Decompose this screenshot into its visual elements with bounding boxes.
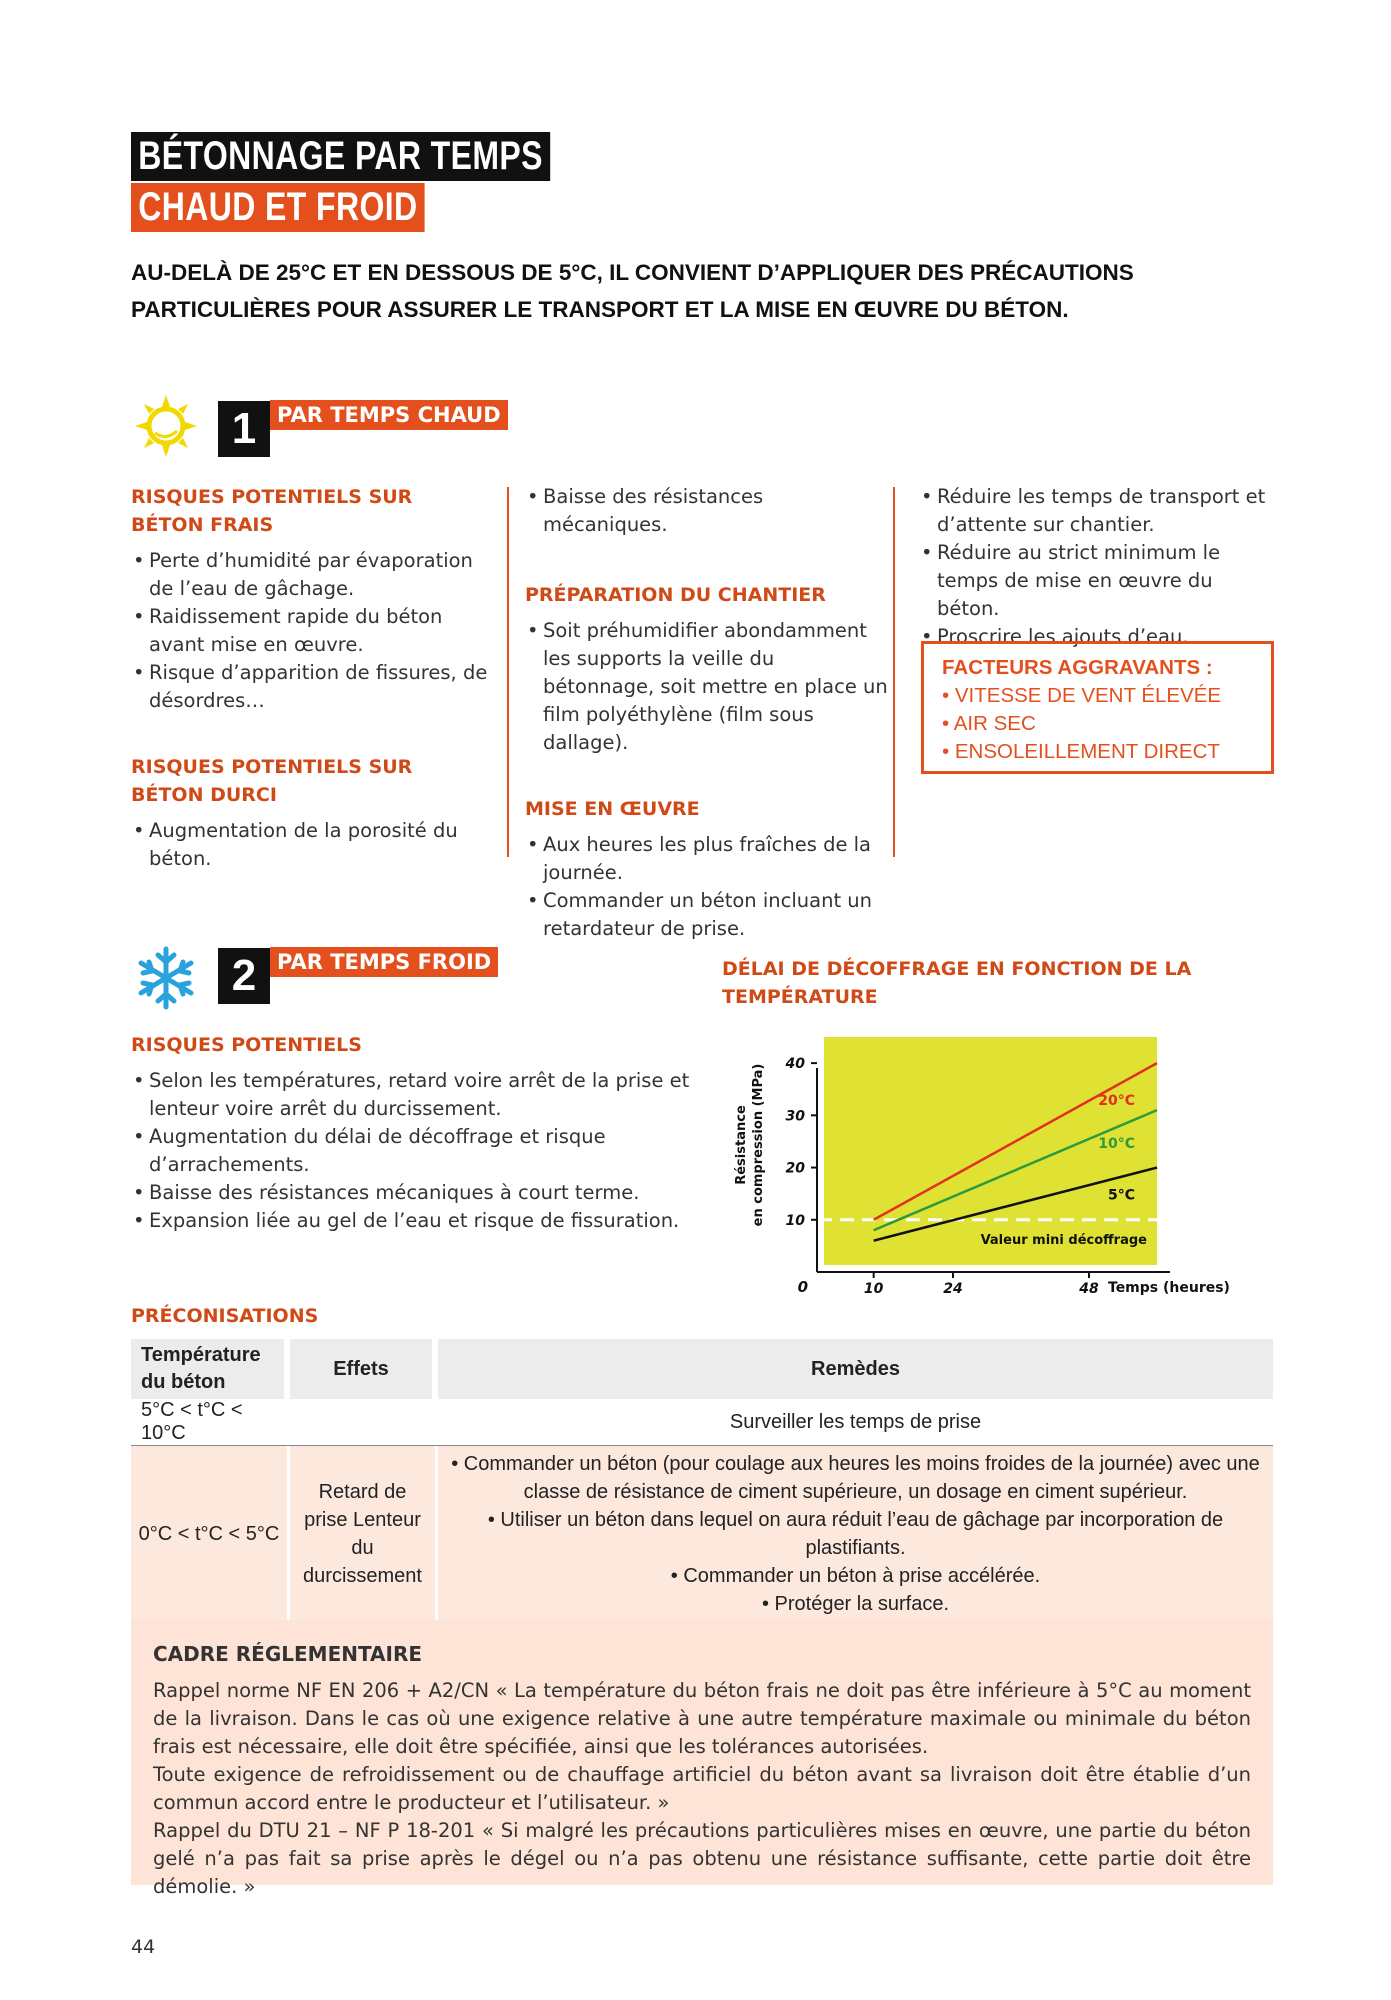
remedy-item: • Protéger la surface. xyxy=(761,1593,950,1615)
factor-item: • AIR SEC xyxy=(942,712,1036,735)
regulatory-paragraph: Rappel norme NF EN 206 + A2/CN « La température du béton frais ne doit pas être inférieure à 5°C au moment de la livraison. Dans le cas où une exigence relative à une autre température maximale ou minimale du béton frais est nécessaire, elle doit être spécifiée, ainsi que les tolérances autorisées. xyxy=(153,1679,1251,1758)
list-item: • Selon les températures, retard voire arrêt de la prise et lenteur voire arrêt du durcissement. xyxy=(131,1067,711,1123)
hot-column-2 xyxy=(525,483,891,943)
cell-temp: 0°C < t°C < 5°C xyxy=(131,1446,290,1622)
remedy-item: • Commander un béton (pour coulage aux heures les moins froides de la journée) avec une classe de résistance de ciment supérieure, un dosage en ciment supérieur. xyxy=(451,1453,1260,1503)
section-2-heading: PAR TEMPS FROID xyxy=(270,947,498,977)
mise-en-oeuvre-title: MISE EN ŒUVRE xyxy=(525,798,700,820)
y-axis-label-2: en compression (MPa) xyxy=(751,1063,766,1227)
title-line-2: CHAUD ET FROID xyxy=(131,183,425,232)
list-item: • Raidissement rapide du béton avant mise en œuvre. xyxy=(131,603,491,659)
list-item: • Augmentation du délai de décoffrage et risque d’arrachements. xyxy=(131,1123,711,1179)
risks-fresh-title: RISQUES POTENTIELS SUR BÉTON FRAIS xyxy=(131,486,413,536)
cell-remedies xyxy=(438,1446,1273,1622)
list-item: • Proscrire les ajouts d’eau. xyxy=(919,623,1279,651)
x-axis-label: Temps (heures) xyxy=(1108,1280,1230,1296)
y-tick-label: 20 xyxy=(785,1160,805,1177)
list-item: • Risque d’apparition de fissures, de désordres… xyxy=(131,659,491,715)
y-axis-label-1: Résistance xyxy=(734,1105,749,1185)
list-item: • Baisse des résistances mécaniques à court terme. xyxy=(131,1179,711,1207)
list-item: • Commander un béton incluant un retardateur de prise. xyxy=(525,887,891,943)
aggravating-factors-box xyxy=(921,641,1274,774)
y-tick-label: 40 xyxy=(785,1056,805,1073)
x-tick-label: 10 xyxy=(863,1281,884,1297)
y-tick-label: 30 xyxy=(785,1108,805,1125)
remedy-item: • Commander un béton à prise accélérée. xyxy=(670,1565,1041,1587)
preconisations-table xyxy=(131,1339,1273,1622)
header-effects: Effets xyxy=(290,1339,438,1399)
decoffrage-chart xyxy=(730,1030,1230,1310)
preparation-title: PRÉPARATION DU CHANTIER xyxy=(525,584,826,606)
table-row xyxy=(131,1446,1273,1622)
column-divider xyxy=(893,487,895,857)
regulatory-title: CADRE RÉGLEMENTAIRE xyxy=(153,1642,423,1666)
x-tick-label: 48 xyxy=(1079,1281,1099,1297)
cell-effects xyxy=(290,1399,438,1446)
header-remedies: Remèdes xyxy=(438,1339,1273,1399)
threshold-label: Valeur mini décoffrage xyxy=(980,1232,1147,1248)
series-label: 5°C xyxy=(1107,1187,1135,1204)
series-label: 20°C xyxy=(1098,1093,1135,1110)
cell-remedies: Surveiller les temps de prise xyxy=(438,1399,1273,1446)
table-row xyxy=(131,1399,1273,1446)
cold-risks-title: RISQUES POTENTIELS xyxy=(131,1034,362,1056)
header-temperature: Température du béton xyxy=(131,1339,290,1399)
y-tick-label: 10 xyxy=(785,1212,805,1229)
title-line-1: BÉTONNAGE PAR TEMPS xyxy=(131,132,550,181)
factor-item: • VITESSE DE VENT ÉLEVÉE xyxy=(942,684,1222,707)
snowflake-icon xyxy=(133,945,199,1011)
list-item: • Réduire au strict minimum le temps de mise en œuvre du béton. xyxy=(919,539,1279,623)
intro-text: AU-DELÀ DE 25°C ET EN DESSOUS DE 5°C, IL CONVIENT D’APPLIQUER DES PRÉCAUTIONS PARTICULIÈRES POUR ASSURER LE TRANSPORT ET LA MISE EN ŒUVRE DU BÉTON. xyxy=(131,260,1134,322)
risks-hardened-title: RISQUES POTENTIELS SUR BÉTON DURCI xyxy=(131,756,413,806)
hot-column-3 xyxy=(919,483,1279,651)
list-item: • Réduire les temps de transport et d’attente sur chantier. xyxy=(919,483,1279,539)
series-label: 10°C xyxy=(1098,1136,1135,1153)
factors-title: FACTEURS AGGRAVANTS : xyxy=(942,656,1213,679)
list-item: • Augmentation de la porosité du béton. xyxy=(131,817,491,873)
regulatory-frame xyxy=(131,1620,1273,1898)
hot-column-1 xyxy=(131,483,491,873)
list-item: • Baisse des résistances mécaniques. xyxy=(525,483,891,539)
cell-temp: 5°C < t°C < 10°C xyxy=(131,1399,290,1446)
origin-label: 0 xyxy=(797,1278,808,1296)
preconisations-title: PRÉCONISATIONS xyxy=(131,1305,319,1327)
column-divider xyxy=(507,487,509,857)
x-tick-label: 24 xyxy=(943,1281,963,1297)
list-item: • Expansion liée au gel de l’eau et risque de fissuration. xyxy=(131,1207,711,1235)
sun-icon xyxy=(133,393,199,459)
list-item: • Aux heures les plus fraîches de la journée. xyxy=(525,831,891,887)
page-number: 44 xyxy=(131,1936,156,1958)
cell-effects: Retard de prise Lenteur du durcissement xyxy=(290,1446,438,1622)
section-1-heading: PAR TEMPS CHAUD xyxy=(270,400,508,430)
list-item: • Soit préhumidifier abondamment les supports la veille du bétonnage, soit mettre en place un film polyéthylène (film sous dallage). xyxy=(525,617,891,757)
list-item: • Perte d’humidité par évaporation de l’eau de gâchage. xyxy=(131,547,491,603)
section-1-number: 1 xyxy=(218,401,270,457)
regulatory-paragraph: Rappel du DTU 21 – NF P 18-201 « Si malgré les précautions particulières mises en œuvre, une partie du béton gelé n’a pas fait sa prise après le dégel ou n’a pas obtenu une résistance suffisante, cette partie doit être démolie. » xyxy=(153,1819,1251,1898)
remedy-item: • Utiliser un béton dans lequel on aura réduit l’eau de gâchage par incorporation de plastifiants. xyxy=(487,1509,1224,1559)
section-2-number: 2 xyxy=(218,948,270,1004)
regulatory-paragraph: Toute exigence de refroidissement ou de chauffage artificiel du béton avant sa livraison doit être établie d’un commun accord entre le producteur et l’utilisateur. » xyxy=(153,1763,1251,1814)
chart-title: DÉLAI DE DÉCOFFRAGE EN FONCTION DE LA TEMPÉRATURE xyxy=(722,958,1192,1008)
cold-risks xyxy=(131,1031,711,1235)
factor-item: • ENSOLEILLEMENT DIRECT xyxy=(942,740,1220,763)
